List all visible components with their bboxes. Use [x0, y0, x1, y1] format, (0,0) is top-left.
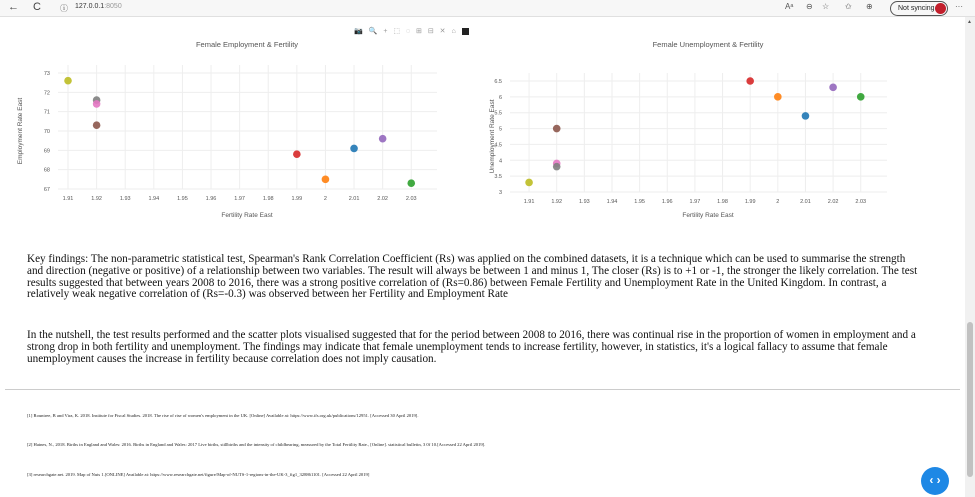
data-point: [93, 100, 101, 108]
data-point: [746, 77, 754, 85]
divider: [5, 389, 960, 390]
reference-3: [3] researchgate.net. 2019. Map of Nuts 1.[ONLINE] Available at: https://www.researchgate.net/figure/Map-of-NUTS-1-regions-in-the-UK-3_fig1_328861101. [Accessed 22 April 2019]: [27, 472, 370, 477]
y-tick-label: 4: [498, 158, 502, 165]
x-tick-label: 1.94: [148, 196, 160, 202]
conclusion-paragraph: In the nutshell, the test results performed and the scatter plots visualised suggested that for the period between 2008 to 2016, there was continual rise in the proportion of women in employment and a strong drop in both fertility and unemployment. The findings may indicate that female unemployment tends to increase fertility, however, in statistics, it's a logical fallacy to assume that female unemployment causes the increase in fertility because correlation does not imply causation.: [27, 329, 916, 365]
x-tick-label: 2.03: [405, 196, 417, 202]
back-button[interactable]: ←: [8, 1, 19, 13]
x-tick-label: 2.01: [800, 199, 811, 205]
y-tick-label: 70: [43, 129, 50, 135]
x-tick-label: 1.95: [634, 199, 645, 205]
x-tick-label: 1.93: [578, 199, 590, 205]
reference-1: [1] Rountree, B and Vira, K. 2018. Institute for Fiscal Studies. 2018. The rise of rise of women's employment in the UK. [Online] Available at: https://www.ifs.org.uk/publications/12951. [Accessed 30 April 2019].: [27, 413, 419, 418]
x-tick-label: 2.01: [348, 196, 360, 202]
x-tick-label: 2.02: [827, 199, 839, 205]
y-tick-label: 3.5: [494, 174, 502, 181]
read-aloud-icon[interactable]: Aᵃ: [785, 2, 794, 11]
data-point: [379, 135, 387, 143]
data-point: [525, 179, 533, 187]
data-point: [802, 112, 810, 120]
reload-button[interactable]: C: [33, 1, 41, 13]
extensions-icon[interactable]: ⊕: [866, 2, 873, 11]
favorites-icon[interactable]: ✩: [845, 2, 852, 11]
site-info-icon[interactable]: ⓘ: [60, 4, 68, 13]
y-tick-label: 71: [43, 109, 50, 116]
chart-title: Female Unemployment & Fertility: [652, 40, 764, 49]
y-tick-label: 5: [498, 126, 502, 133]
url-host: 127.0.0.1: [75, 3, 105, 10]
nav-toggle-button[interactable]: ‹ ›: [921, 467, 949, 495]
x-tick-label: 1.91: [523, 199, 535, 205]
x-tick-label: 1.92: [91, 196, 102, 202]
favorite-icon[interactable]: ☆: [822, 2, 830, 11]
x-tick-label: 2.03: [855, 199, 867, 205]
x-tick-label: 1.97: [234, 196, 245, 202]
x-tick-label: 1.99: [744, 199, 756, 205]
data-point: [774, 93, 782, 101]
data-point: [829, 84, 837, 92]
reference-2: [2] Haines, N., 2018. Births in England and Wales: 2016. Births in England and Wales: 2017 Live births, stillbirths and the intensity of childbearing, measured by the Total Fertility Rate., [Online]. statistical bulletin, 3 0f 10.[Accessed 22 April 2019].: [27, 442, 486, 447]
data-point: [64, 77, 72, 85]
key-findings-paragraph: Key findings: The non-parametric statistical test, Spearman's Rank Correlation Coefficient (Rs) was applied on the combined datasets, it is a technique which can be used to summarise the strength and direction (negative or positive) of a relationship between two variables. The result will always be between 1 and minus 1, The closer (Rs) is to +1 or -1, the stronger the likely correlation. The test results suggested that between years 2008 to 2016, there was a strong positive correlation of (Rs=0.86) between Female Fertility and Unemployment Rate in the United Kingdom. In contrast, a relatively weak negative correlation of (Rs=-0.3) was observed between her Fertility and Employment Rate: [27, 253, 918, 301]
y-tick-label: 3: [498, 190, 502, 196]
y-tick-label: 73: [43, 71, 50, 77]
y-tick-label: 68: [43, 167, 50, 174]
x-tick-label: 1.99: [291, 196, 303, 202]
x-tick-label: 1.96: [205, 196, 217, 202]
chart-title: Female Employment & Fertility: [195, 40, 299, 49]
data-point: [553, 125, 561, 133]
x-tick-label: 1.94: [606, 199, 618, 205]
x-tick-label: 1.97: [689, 199, 701, 205]
y-axis-label: Unemployment Rate East: [489, 99, 496, 174]
modebar-icons[interactable]: 📷 🔍 + ⬚ ◌ ⊞ ⊟ ✕ ⌂: [354, 28, 458, 35]
data-point: [857, 93, 865, 101]
data-point: [350, 145, 358, 153]
y-tick-label: 69: [43, 148, 50, 155]
zoom-icon[interactable]: ⊖: [806, 2, 813, 11]
data-point: [93, 121, 101, 129]
x-tick-label: 1.92: [551, 199, 563, 205]
y-tick-label: 67: [43, 187, 50, 193]
data-point: [293, 150, 301, 158]
sync-label: Not syncing: [898, 5, 935, 12]
x-tick-label: 2: [776, 199, 780, 205]
more-icon[interactable]: ···: [955, 2, 963, 11]
x-tick-label: 1.91: [62, 196, 74, 202]
x-tick-label: 1.93: [119, 196, 131, 202]
y-tick-label: 72: [43, 90, 50, 97]
charts-svg: [0, 0, 975, 240]
x-axis-label: Fertility Rate East: [221, 212, 273, 219]
url-port: :8050: [104, 3, 122, 10]
x-tick-label: 1.98: [717, 199, 728, 205]
data-point: [407, 179, 415, 187]
scroll-up-arrow-icon[interactable]: ▲: [967, 19, 972, 25]
data-point: [322, 176, 330, 184]
y-tick-label: 5.5: [494, 110, 502, 117]
y-tick-label: 6.5: [494, 79, 502, 85]
data-point: [553, 163, 561, 171]
x-tick-label: 1.96: [661, 199, 673, 205]
y-tick-label: 4.5: [494, 142, 502, 149]
y-axis-label: Employment Rate East: [17, 97, 24, 165]
x-tick-label: 2: [323, 196, 327, 202]
scrollbar-thumb[interactable]: [967, 322, 973, 477]
x-tick-label: 2.02: [377, 196, 389, 202]
x-axis-label: Fertility Rate East: [682, 212, 734, 219]
x-tick-label: 1.95: [177, 196, 188, 202]
x-tick-label: 1.98: [262, 196, 274, 202]
y-tick-label: 6: [498, 94, 502, 101]
